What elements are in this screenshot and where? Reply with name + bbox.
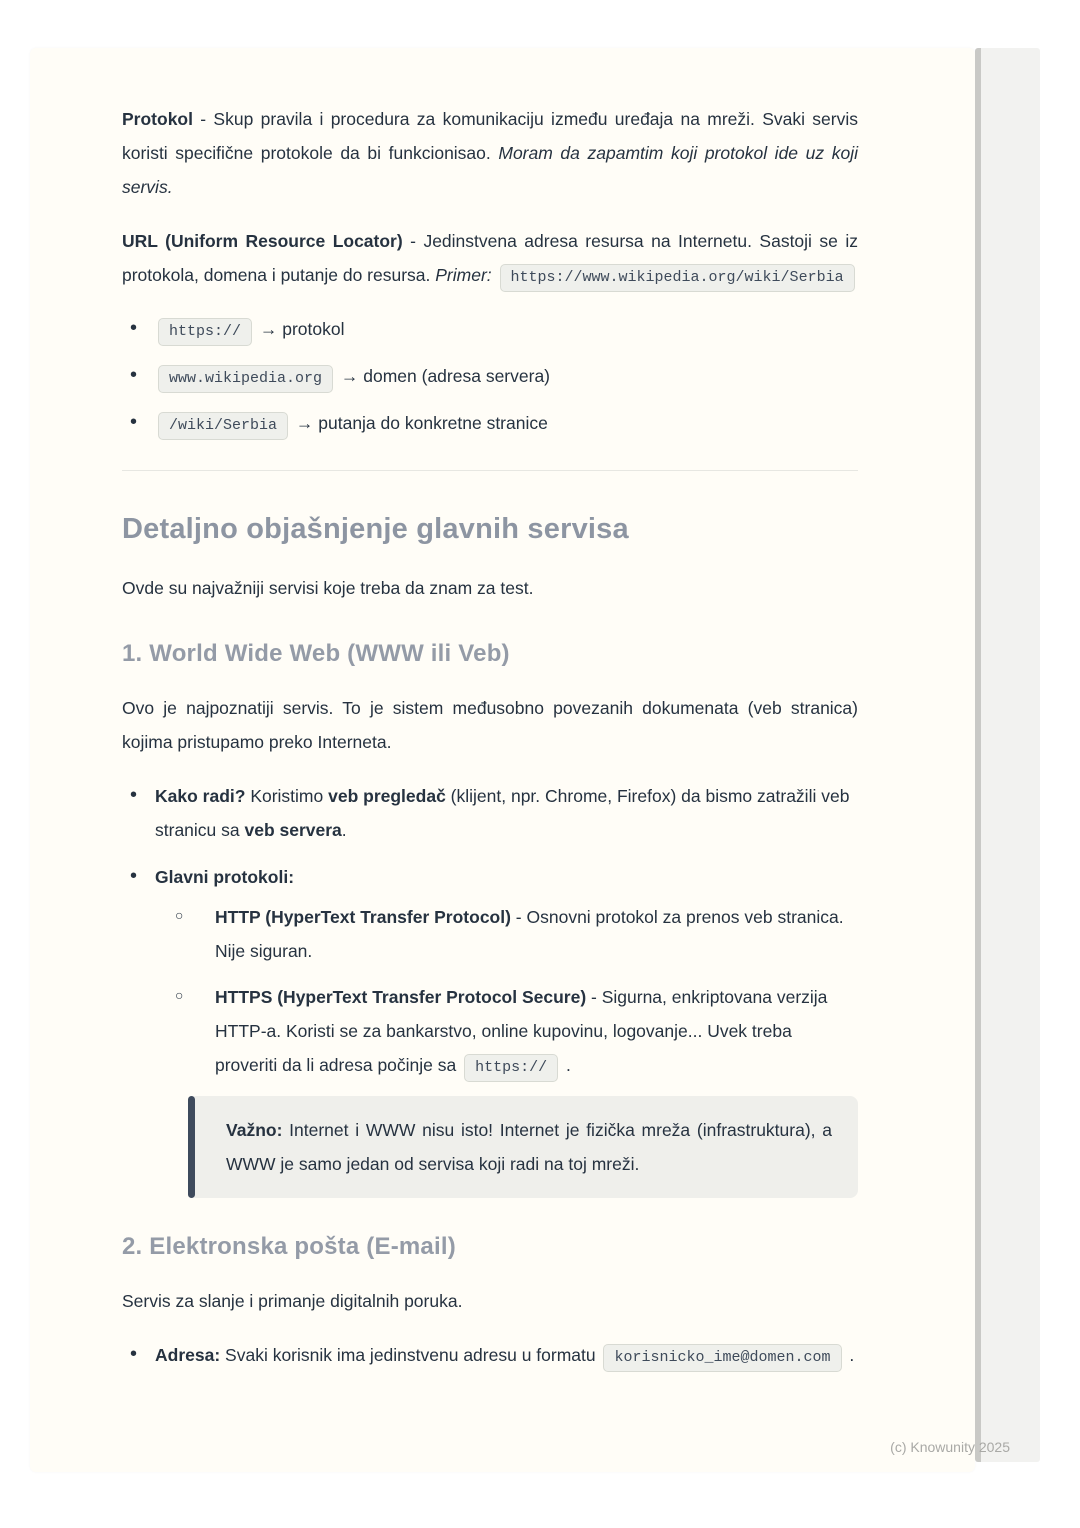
text-segment: HTTP (HyperText Transfer Protocol) bbox=[215, 907, 511, 927]
code-chip: korisnicko_ime@domen.com bbox=[603, 1344, 841, 1372]
text-segment: Koristimo bbox=[245, 786, 329, 806]
code-chip: /wiki/Serbia bbox=[158, 412, 288, 440]
text-segment: (klijent, npr. Chrome, Firefox) da bismo zatražili veb stranicu sa bbox=[155, 786, 850, 840]
text-segment: Ovde su najvažniji servisi koje treba da znam za test. bbox=[122, 578, 534, 598]
page-content bbox=[122, 96, 858, 1385]
important-callout bbox=[188, 1096, 858, 1198]
text-segment bbox=[492, 265, 497, 285]
code-chip: https:// bbox=[158, 318, 252, 346]
paragraph-www bbox=[122, 691, 858, 759]
section-divider bbox=[122, 470, 858, 471]
note-page bbox=[30, 48, 975, 1472]
protocols-sublist bbox=[155, 900, 858, 1082]
list-item-kako-radi bbox=[122, 779, 858, 847]
code-chip: https://www.wikipedia.org/wiki/Serbia bbox=[500, 264, 855, 292]
text-segment: - Sigurna, enkriptovana verzija HTTP-a. Koristi se za bankarstvo, online kupovinu, logovanje... Uvek treba proveriti da li adresa počinje sa bbox=[215, 987, 828, 1075]
subsection-heading-www: 1. World Wide Web (WWW ili Veb) bbox=[122, 640, 510, 667]
text-segment: Servis za slanje i primanje digitalnih poruka. bbox=[122, 1291, 463, 1311]
subsection-heading-email: 2. Elektronska pošta (E-mail) bbox=[122, 1233, 456, 1260]
text-segment: - Osnovni protokol za prenos veb stranica. Nije siguran. bbox=[215, 907, 844, 961]
text-segment: - Jedinstvena adresa resursa na Internetu. Sastoji se iz protokola, domena i putanje do resursa. bbox=[122, 231, 858, 285]
text-segment: → domen (adresa servera) bbox=[336, 366, 551, 386]
paragraph-protokol bbox=[122, 102, 858, 204]
text-segment: Protokol bbox=[122, 109, 193, 129]
text-segment: . bbox=[561, 1055, 571, 1075]
list-item-adresa bbox=[122, 1338, 858, 1372]
text-segment: veb servera bbox=[244, 820, 342, 840]
paragraph-email bbox=[122, 1284, 858, 1318]
email-list bbox=[122, 1338, 858, 1372]
text-segment: veb pregledač bbox=[328, 786, 446, 806]
callout-accent-bar bbox=[188, 1096, 195, 1198]
text-segment: → putanja do konkretne stranice bbox=[291, 413, 548, 433]
text-segment: Svaki korisnik ima jedinstvenu adresu u formatu bbox=[220, 1345, 601, 1365]
copyright-footer: (c) Knowunity 2025 bbox=[890, 1439, 1010, 1455]
list-item-glavni-protokoli bbox=[122, 860, 858, 1082]
text-segment: Internet i WWW nisu isto! Internet je fizička mreža (infrastruktura), a WWW je samo jedan od servisa koji radi na toj mreži. bbox=[226, 1120, 832, 1174]
callout-text bbox=[226, 1113, 832, 1181]
url-parts-list bbox=[122, 312, 858, 440]
text-segment: URL (Uniform Resource Locator) bbox=[122, 231, 403, 251]
www-list bbox=[122, 779, 858, 1082]
text-segment: . bbox=[844, 1345, 855, 1365]
paragraph-intro bbox=[122, 571, 858, 605]
text-segment: Glavni protokoli: bbox=[155, 867, 295, 887]
text-segment: - Skup pravila i procedura za komunikaciju između uređaja na mreži. Svaki servis koristi specifične protokole da bi funkcionisao. bbox=[122, 109, 858, 163]
text-segment: Primer: bbox=[435, 265, 492, 285]
list-item-protocol bbox=[122, 312, 858, 346]
text-segment: HTTPS (HyperText Transfer Protocol Secure) bbox=[215, 987, 587, 1007]
text-segment: Moram da zapamtim koji protokol ide uz koji servis. bbox=[122, 143, 858, 197]
text-segment: Važno: bbox=[226, 1120, 283, 1140]
paragraph-url bbox=[122, 224, 858, 292]
text-segment: Ovo je najpoznatiji servis. To je sistem međusobno povezanih dokumenata (veb stranica) kojima pristupamo preko Interneta. bbox=[122, 698, 858, 752]
text-segment: Adresa: bbox=[155, 1345, 221, 1365]
list-item-domain bbox=[122, 359, 858, 393]
text-segment: . bbox=[341, 820, 347, 840]
code-chip: https:// bbox=[464, 1054, 558, 1082]
code-chip: www.wikipedia.org bbox=[158, 365, 333, 393]
next-page-edge[interactable] bbox=[975, 48, 1040, 1462]
list-item-path bbox=[122, 406, 858, 440]
text-segment: Kako radi? bbox=[155, 786, 246, 806]
section-heading-main: Detaljno objašnjenje glavnih servisa bbox=[122, 513, 629, 545]
list-item-http bbox=[155, 900, 858, 968]
list-item-https bbox=[155, 980, 858, 1082]
text-segment: → protokol bbox=[255, 319, 345, 339]
